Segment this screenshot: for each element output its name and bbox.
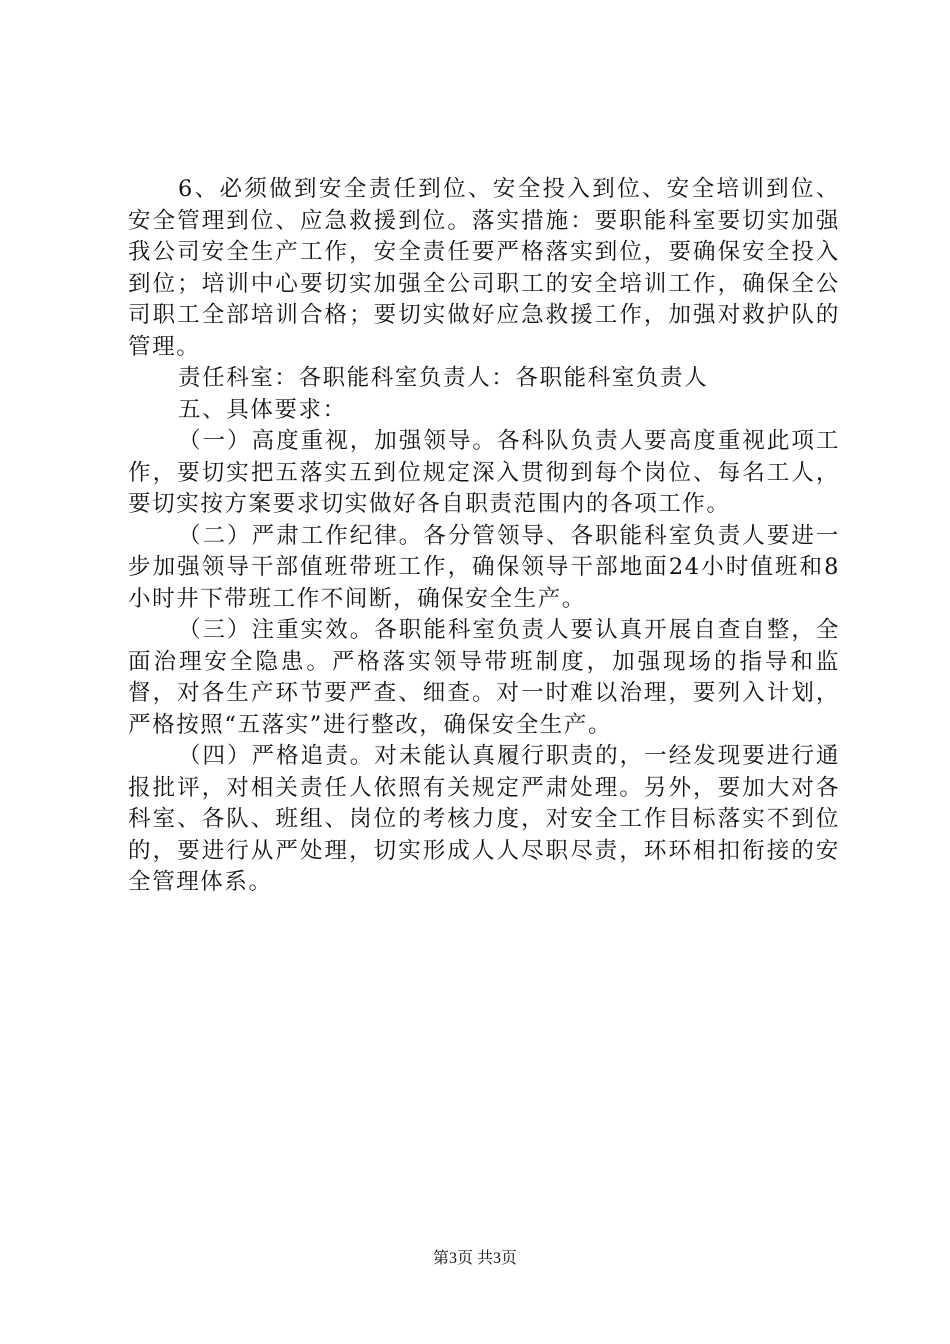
paragraph-requirement-4: （四）严格追责。对未能认真履行职责的，一经发现要进行通报批评，对相关责任人依照有关规定严肃处理。另外，要加大对各科室、各队、班组、岗位的考核力度，对安全工作目标落实不到位的，要进行从严处理，切实形成人人尽职尽责，环环相扣衔接的安全管理体系。 (128, 743, 840, 895)
document-body (128, 174, 840, 899)
paragraph-requirement-3: （三）注重实效。各职能科室负责人要认真开展自查自整，全面治理安全隐患。严格落实领导带班制度，加强现场的指导和监督，对各生产环节要严查、细查。对一时难以治理，要列入计划，严格按照“五落实”进行整改，确保安全生产。 (128, 617, 840, 738)
paragraph-requirement-2: （二）严肃工作纪律。各分管领导、各职能科室负责人要进一步加强领导干部值班带班工作，确保领导干部地面24小时值班和8小时井下带班工作不间断，确保安全生产。 (128, 522, 840, 612)
section-heading-requirements: 五、具体要求： (178, 396, 347, 423)
paragraph-responsible-office: 责任科室：各职能科室负责人：各职能科室负责人 (178, 365, 709, 391)
paragraph-requirement-1: （一）高度重视，加强领导。各科队负责人要高度重视此项工作，要切实把五落实五到位规定深入贯彻到每个岗位、每名工人，要切实按方案要求切实做好各自职责范围内的各项工作。 (128, 428, 840, 517)
page-number-footer: 第3页 共3页 (432, 1250, 517, 1267)
paragraph-item-6: 6、必须做到安全责任到位、安全投入到位、安全培训到位、安全管理到位、应急救援到位。落实措施：要职能科室要切实加强我公司安全生产工作，安全责任要严格落实到位，要确保安全投入到位；培训中心要切实加强全公司职工的安全培训工作，确保全公司职工全部培训合格；要切实做好应急救援工作，加强对救护队的管理。 (128, 176, 840, 360)
